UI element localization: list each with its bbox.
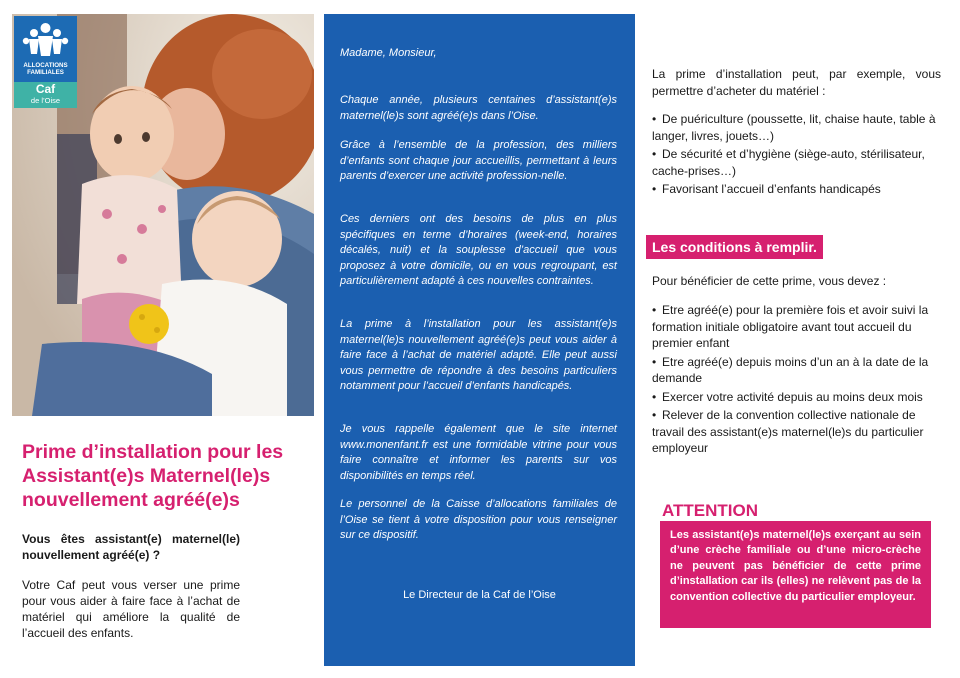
letter-paragraph: Je vous rappelle également que le site internet www.monenfant.fr est une formidable vitrine pour vous faire connaître et informer les parents sur vos disponibilités en temps réel. [340, 423, 617, 482]
director-letter [324, 14, 635, 666]
intro-text: Votre Caf peut vous verser une prime pour vous aider à faire face à l’achat de matériel qui améliore la qualité de l’accueil des enfants. [22, 578, 240, 640]
conditions-heading: Les conditions à remplir. [646, 235, 823, 259]
bullet-icon: • [652, 182, 657, 196]
caf-logo [14, 16, 77, 108]
intro-question: Vous êtes assistant(e) maternel(le) nouvellement agréé(e) ? [22, 532, 240, 562]
list-item-text: Etre agréé(e) depuis moins d’un an à la date de la demande [652, 354, 929, 385]
bullet-icon: • [652, 354, 657, 369]
letter-paragraph: Chaque année, plusieurs centaines d’assistant(e)s maternel(le)s sont agréé(e)s dans l’Oise. [340, 94, 617, 122]
bullet-icon: • [652, 147, 657, 161]
letter-greeting: Madame, Monsieur, [340, 47, 437, 59]
logo-org-text [14, 62, 77, 76]
list-item-text: Etre agréé(e) pour la première fois et avoir suivi la formation initiale obligatoire avant tout accueil du premier enfant [652, 303, 929, 350]
letter-paragraph: Grâce à l’ensemble de la profession, des milliers d’enfants sont chaque jour accueillis, permettant à leurs parents d’exercer une activité profession-nelle. [340, 139, 617, 182]
material-list [652, 111, 941, 198]
letter-signature: Le Directeur de la Caf de l’Oise [403, 589, 556, 601]
logo-emblem [14, 16, 77, 82]
bullet-icon: • [652, 389, 657, 404]
list-item-text: De sécurité et d’hygiène (siège-auto, stérilisateur, cache-prises…) [652, 147, 925, 178]
list-item-text: Exercer votre activité depuis au moins deux mois [662, 389, 923, 404]
bullet-icon: • [652, 112, 657, 126]
letter-paragraph: Ces derniers ont des besoins de plus en plus spécifiques en terme d’horaires (week-end, horaires décalés, nuit) et la souplesse d’accueil que vous proposez à votre domicile, ou en vous regroupant, est particulièrement adapté à ces nouvelles contraintes. [340, 213, 617, 287]
logo-brand-block [14, 82, 77, 108]
list-item [652, 181, 941, 198]
conditions-intro: Pour bénéficier de cette prime, vous devez : [652, 274, 887, 288]
list-item-text: Favorisant l’accueil d’enfants handicapés [662, 182, 881, 196]
logo-org-line2: FAMILIALES [27, 69, 64, 76]
logo-brand: Caf [35, 82, 56, 96]
list-item [652, 146, 941, 179]
bullet-icon: • [652, 303, 657, 317]
material-intro: La prime d’installation peut, par exemple, vous permettre d’acheter du matériel : [652, 67, 941, 98]
list-item-text: Relever de la convention collective nationale de travail des assistant(e)s maternel(le)s du particulier employeur [652, 408, 924, 455]
letter-paragraph: Le personnel de la Caisse d’allocations familiales de l’Oise se tient à votre disposition pour vous renseigner sur ce dispositif. [340, 498, 617, 541]
conditions-list [652, 302, 941, 457]
list-item [652, 111, 941, 144]
attention-box [660, 521, 931, 628]
attention-text: Les assistant(e)s maternel(le)s exerçant au sein d’une crèche familiale ou d’une micro-crèche ne peuvent pas bénéficier de cette prime d’installation car ils (elles) ne relèvent pas de la convention collective du particulier employeur. [670, 529, 921, 603]
page-title: Prime d’installation pour les Assistant(e)s Maternel(le)s nouvellement agréé(e)s [22, 441, 284, 511]
bullet-icon: • [652, 408, 657, 422]
family-people-icon [14, 16, 77, 62]
list-item-text: De puériculture (poussette, lit, chaise haute, table à langer, livres, jouets…) [652, 112, 936, 143]
logo-org-line1: ALLOCATIONS [23, 62, 68, 69]
attention-heading: ATTENTION [662, 501, 759, 520]
letter-paragraph: La prime à l’installation pour les assistant(e)s maternel(le)s nouvellement agréé(e)s peut vous aider à faire face à l’achat de matériel adapté. Elle peut aussi vous permettre de répondre à des besoins particuliers notamment pour l’accueil d’enfants handicapés. [340, 318, 617, 392]
list-item [652, 302, 941, 352]
list-item [652, 407, 941, 457]
list-item [652, 354, 941, 387]
list-item [652, 389, 941, 406]
logo-dept: de l’Oise [30, 96, 61, 105]
